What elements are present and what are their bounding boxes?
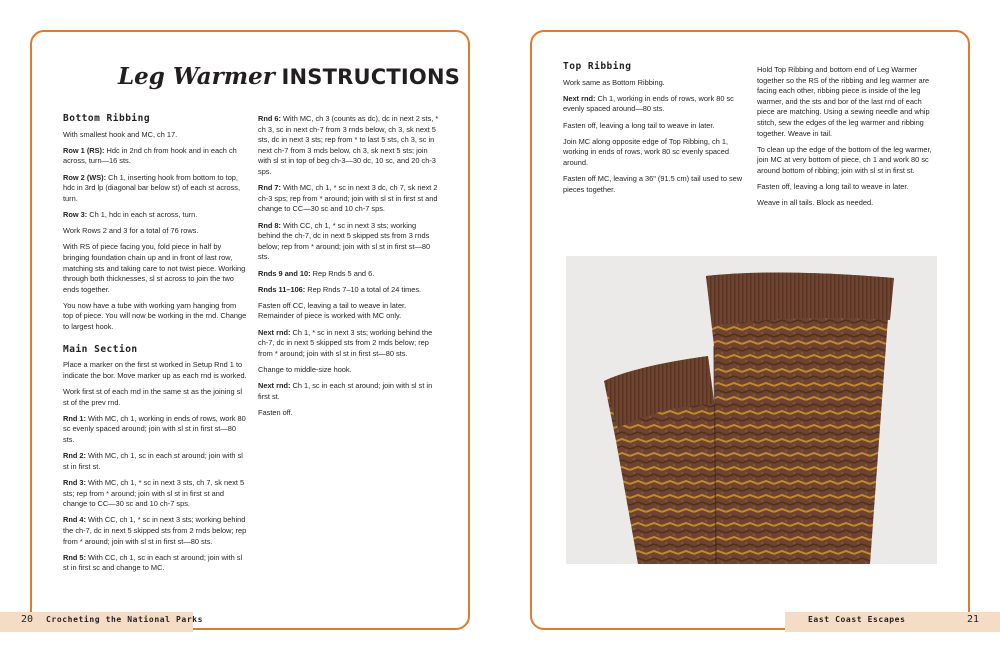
paragraph: Fasten off CC, leaving a tail to weave in later. Remainder of piece is worked with MC only. [258, 300, 407, 321]
paragraph: Rnds 11–106: Rep Rnds 7–10 a total of 24 times. [258, 284, 422, 294]
paragraph: With RS of piece facing you, fold piece in half by bringing foundation chain up and in front of last row, matching sts and taking care to not twist piece. Working through both thicknesses, sl st across to join the two ends together. [63, 242, 246, 294]
paragraph: Next rnd: Ch 1, * sc in next 3 sts; working behind the ch-7, dc in next 5 skipped sts from 2 rnds below; rep from * around; join with sl st in first st—80 sts. [258, 327, 433, 358]
top-ribbing-heading: Top Ribbing [563, 61, 632, 72]
column-2 [258, 114, 440, 424]
paragraph: Weave in all tails. Block as needed. [757, 198, 874, 208]
left-running-title: Crocheting the National Parks [46, 615, 204, 624]
paragraph: Fasten off MC, leaving a 36" (91.5 cm) tail used to sew pieces together. [563, 174, 743, 194]
paragraph: Rnd 2: With MC, ch 1, sc in each st around; join with sl st in first st. [63, 451, 243, 471]
page-title [118, 63, 461, 91]
paragraph: Work Rows 2 and 3 for a total of 76 rows. [63, 226, 199, 236]
column-1 [63, 114, 248, 580]
right-page-number: 21 [967, 614, 980, 625]
paragraph: Fasten off, leaving a long tail to weave in later. [563, 120, 715, 130]
paragraph: Rnd 8: With CC, ch 1, * sc in next 3 sts; working behind the ch-7, dc in next 5 skipped sts from 3 rnds below; rep from * around; join with sl st in first st—80 sts. [258, 220, 431, 262]
paragraph: Rnd 5: With CC, ch 1, sc in each st around; join with sl st in first sc and change to MC. [63, 552, 243, 573]
bottom-ribbing-heading: Bottom Ribbing [63, 113, 151, 124]
paragraph: Row 2 (WS): Ch 1, inserting hook from bottom to top, hdc in 3rd lp (diagonal bar below st) of each st across, turn. [63, 172, 241, 203]
paragraph: Rnd 1: With MC, ch 1, working in ends of rows, work 80 sc evenly spaced around; join with sl st in first st—80 sts. [63, 413, 246, 444]
paragraph: Rnd 6: With MC, ch 3 (counts as dc), dc in next 2 sts, * ch 3, sc in next ch-7 from 3 rnds below, ch 3, sk next 5 sts, dc in next 3 sts; rep from * to last 5 sts, ch 3, sc in next ch-7 from 3 rnds below, ch 3, sk next 5 sts; join with sl st in top of beg ch-3—30 dc, 10 sc, and 20 ch-3 sps. [258, 114, 439, 176]
paragraph: Next rnd: Ch 1, sc in each st around; join with sl st in first st. [258, 381, 433, 401]
main-section-heading: Main Section [63, 343, 138, 355]
paragraph: Fasten off. [258, 408, 293, 417]
left-page-number: 20 [21, 614, 34, 625]
paragraph: Place a marker on the first st worked in Setup Rnd 1 to indicate the bor. Move marker up as each rnd is worked. [63, 360, 247, 380]
right-running-title: East Coast Escapes [808, 615, 906, 624]
paragraph: You now have a tube with working yarn hanging from top of piece. You will now be working in the rnd. Change to largest hook. [63, 300, 247, 332]
paragraph: Rnd 7: With MC, ch 1, * sc in next 3 dc, ch 7, sk next 2 ch-3 sps; rep from * around; join with sl st in first st and change to CC—30 sc and 10 ch-7 sps. [258, 183, 438, 214]
title-script: Leg Warmer [118, 63, 275, 90]
paragraph: Fasten off, leaving a long tail to weave in later. [757, 182, 909, 192]
paragraph: Work same as Bottom Ribbing. [563, 77, 665, 87]
paragraph: Rnd 3: With MC, ch 1, * sc in next 3 sts, ch 7, sk next 5 sts; rep from * around; join with sl st in first st and change to CC—30 sc and 10 ch-7 sps. [63, 477, 245, 509]
paragraph: Join MC along opposite edge of Top Ribbing, ch 1, working in ends of rows, work 80 sc evenly spaced around. [563, 136, 729, 167]
paragraph: Work first st of each rnd in the same st as the joining sl st of the prev rnd. [63, 387, 242, 407]
paragraph: Hold Top Ribbing and bottom end of Leg Warmer together so the RS of the ribbing and leg warmer are facing each other, ribbing piece is inside of the leg warmer, and the sts and bor of the last rnd of each piece are matching. Using a sewing needle and whip stitch, sew the edges of the leg warmer and ribbing together. Weave in tail. [757, 65, 930, 138]
paragraph: Rnds 9 and 10: Rep Rnds 5 and 6. [258, 268, 375, 278]
paragraph: Change to middle-size hook. [258, 365, 352, 375]
paragraph: Row 3: Ch 1, hdc in each st across, turn. [63, 209, 198, 219]
column-3 [563, 62, 743, 201]
paragraph: Rnd 4: With CC, ch 1, * sc in next 3 sts; working behind the ch-7, dc in next 5 skipped sts from 2 rnds below; rep from * around; join with sl st in first st—80 sts. [63, 515, 247, 546]
title-caps: INSTRUCTIONS [281, 65, 461, 89]
leg-warmer-photo [566, 256, 937, 564]
paragraph: With smallest hook and MC, ch 17. [63, 129, 178, 139]
column-4 [757, 65, 937, 215]
paragraph: Row 1 (RS): Hdc in 2nd ch from hook and in each ch across, turn—16 sts. [63, 145, 237, 166]
paragraph: To clean up the edge of the bottom of the leg warmer, join MC at very bottom of piece, ch 1 and work 80 sc around bottom of ribbing; join with sl st in first st. [757, 144, 932, 175]
paragraph: Next rnd: Ch 1, working in ends of rows, work 80 sc evenly spaced around—80 sts. [563, 93, 734, 114]
